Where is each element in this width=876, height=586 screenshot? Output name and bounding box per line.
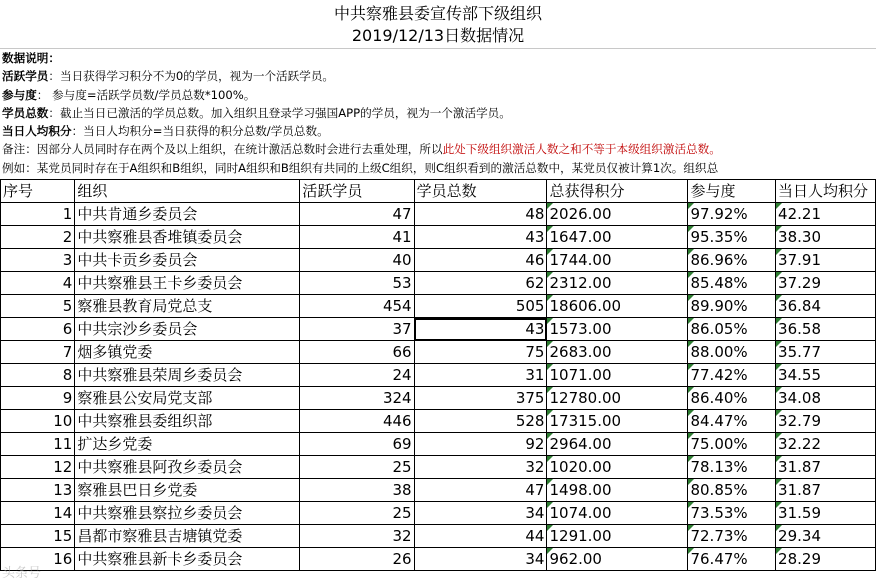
data-table — [0, 179, 876, 571]
cell-active-members[interactable]: 446 — [300, 410, 414, 433]
cell-total-members[interactable]: 32 — [414, 456, 547, 479]
cell-participation[interactable]: 75.00% — [688, 433, 776, 456]
cell-organization[interactable]: 昌都市察雅县吉塘镇党委 — [75, 525, 300, 548]
header-active-members[interactable]: 活跃学员 — [300, 180, 414, 203]
notes-heading: 数据说明： — [2, 51, 60, 65]
note-total: 学员总数：截止当日已激活的学员总数。加入组织且登录学习强国APP的学员，视为一个激活学员。 — [2, 105, 511, 120]
cell-daily-average[interactable]: 38.30 — [776, 226, 876, 249]
table-row — [1, 295, 876, 318]
cell-total-members[interactable]: 92 — [414, 433, 547, 456]
cell-total-members[interactable]: 48 — [414, 203, 547, 226]
cell-total-points[interactable]: 2683.00 — [547, 341, 688, 364]
cell-total-points[interactable]: 1647.00 — [547, 226, 688, 249]
cell-total-points[interactable]: 1744.00 — [547, 249, 688, 272]
cell-index[interactable]: 11 — [1, 433, 75, 456]
cell-index[interactable]: 15 — [1, 525, 75, 548]
table-row — [1, 318, 876, 341]
note-participation: 参与度： 参与度=活跃学员数/学员总数*100%。 — [2, 87, 256, 102]
cell-participation[interactable]: 77.42% — [688, 364, 776, 387]
header-total-members[interactable]: 学员总数 — [414, 180, 547, 203]
cell-participation[interactable]: 86.40% — [688, 387, 776, 410]
cell-total-points[interactable]: 2026.00 — [547, 203, 688, 226]
cell-total-points[interactable]: 1020.00 — [547, 456, 688, 479]
cell-daily-average[interactable]: 32.22 — [776, 433, 876, 456]
cell-daily-average[interactable]: 31.59 — [776, 502, 876, 525]
header-organization[interactable]: 组织 — [75, 180, 300, 203]
cell-organization[interactable]: 烟多镇党委 — [75, 341, 300, 364]
cell-total-members[interactable]: 43 — [414, 226, 547, 249]
cell-organization[interactable]: 中共察雅县香堆镇委员会 — [75, 226, 300, 249]
watermark: 头条号 — [2, 566, 42, 581]
cell-index[interactable]: 8 — [1, 364, 75, 387]
cell-participation[interactable]: 86.96% — [688, 249, 776, 272]
cell-daily-average[interactable]: 31.87 — [776, 456, 876, 479]
cell-index[interactable]: 14 — [1, 502, 75, 525]
cell-total-points[interactable]: 12780.00 — [547, 387, 688, 410]
cell-participation[interactable]: 88.00% — [688, 341, 776, 364]
table-row — [1, 203, 876, 226]
cell-index[interactable]: 4 — [1, 272, 75, 295]
cell-organization[interactable]: 察雅县巴日乡党委 — [75, 479, 300, 502]
cell-participation[interactable]: 89.90% — [688, 295, 776, 318]
table-row — [1, 226, 876, 249]
table-row — [1, 525, 876, 548]
cell-daily-average[interactable]: 37.29 — [776, 272, 876, 295]
cell-daily-average[interactable]: 31.87 — [776, 479, 876, 502]
cell-index[interactable]: 13 — [1, 479, 75, 502]
cell-active-members[interactable]: 24 — [300, 364, 414, 387]
cell-participation[interactable]: 80.85% — [688, 479, 776, 502]
note-active: 活跃学员：当日获得学习积分不为0的学员，视为一个活跃学员。 — [2, 69, 335, 84]
cell-participation[interactable]: 86.05% — [688, 318, 776, 341]
cell-organization[interactable]: 中共察雅县新卡乡委员会 — [75, 548, 300, 571]
note-remark: 备注：因部分人员同时存在两个及以上组织，在统计激活总数时会进行去重处理，所以此处下级组织激活人数之和不等于本级组织激活总数。 — [2, 142, 721, 157]
cell-active-members[interactable]: 324 — [300, 387, 414, 410]
cell-daily-average[interactable]: 36.84 — [776, 295, 876, 318]
cell-daily-average[interactable]: 35.77 — [776, 341, 876, 364]
cell-active-members[interactable]: 66 — [300, 341, 414, 364]
cell-participation[interactable]: 76.47% — [688, 548, 776, 571]
cell-total-members[interactable]: 43 — [414, 318, 547, 341]
cell-index[interactable]: 7 — [1, 341, 75, 364]
table-row — [1, 433, 876, 456]
cell-index[interactable]: 9 — [1, 387, 75, 410]
cell-total-members[interactable]: 46 — [414, 249, 547, 272]
table-row — [1, 341, 876, 364]
cell-active-members[interactable]: 25 — [300, 456, 414, 479]
cell-index[interactable]: 3 — [1, 249, 75, 272]
cell-total-points[interactable]: 1573.00 — [547, 318, 688, 341]
cell-total-points[interactable]: 1071.00 — [547, 364, 688, 387]
table-row — [1, 410, 876, 433]
cell-organization[interactable]: 中共卡贡乡委员会 — [75, 249, 300, 272]
cell-total-members[interactable]: 375 — [414, 387, 547, 410]
cell-daily-average[interactable]: 29.34 — [776, 525, 876, 548]
table-row — [1, 272, 876, 295]
header-total-points[interactable]: 总获得积分 — [547, 180, 688, 203]
cell-participation[interactable]: 72.73% — [688, 525, 776, 548]
header-index[interactable]: 序号 — [1, 180, 75, 203]
cell-daily-average[interactable]: 34.55 — [776, 364, 876, 387]
cell-organization[interactable]: 中共察雅县察拉乡委员会 — [75, 502, 300, 525]
cell-organization[interactable]: 察雅县教育局党总支 — [75, 295, 300, 318]
table-header-row — [1, 180, 876, 203]
cell-active-members[interactable]: 37 — [300, 318, 414, 341]
cell-total-members[interactable]: 44 — [414, 525, 547, 548]
cell-daily-average[interactable]: 37.91 — [776, 249, 876, 272]
cell-index[interactable]: 1 — [1, 203, 75, 226]
cell-index[interactable]: 5 — [1, 295, 75, 318]
cell-active-members[interactable]: 69 — [300, 433, 414, 456]
table-row — [1, 249, 876, 272]
cell-participation[interactable]: 95.35% — [688, 226, 776, 249]
cell-total-points[interactable]: 2312.00 — [547, 272, 688, 295]
cell-organization[interactable]: 扩达乡党委 — [75, 433, 300, 456]
cell-index[interactable]: 12 — [1, 456, 75, 479]
cell-active-members[interactable]: 40 — [300, 249, 414, 272]
cell-participation[interactable]: 73.53% — [688, 502, 776, 525]
cell-participation[interactable]: 84.47% — [688, 410, 776, 433]
cell-participation[interactable]: 97.92% — [688, 203, 776, 226]
cell-total-points[interactable]: 1074.00 — [547, 502, 688, 525]
table-row — [1, 387, 876, 410]
table-row — [1, 548, 876, 571]
cell-organization[interactable]: 中共察雅县阿孜乡委员会 — [75, 456, 300, 479]
cell-active-members[interactable]: 47 — [300, 203, 414, 226]
cell-index[interactable]: 10 — [1, 410, 75, 433]
cell-active-members[interactable]: 25 — [300, 502, 414, 525]
cell-daily-average[interactable]: 28.29 — [776, 548, 876, 571]
cell-active-members[interactable]: 26 — [300, 548, 414, 571]
cell-total-members[interactable]: 31 — [414, 364, 547, 387]
cell-daily-average[interactable]: 32.79 — [776, 410, 876, 433]
cell-active-members[interactable]: 38 — [300, 479, 414, 502]
cell-active-members[interactable]: 454 — [300, 295, 414, 318]
cell-organization[interactable]: 中共察雅县荣周乡委员会 — [75, 364, 300, 387]
cell-index[interactable]: 2 — [1, 226, 75, 249]
cell-participation[interactable]: 85.48% — [688, 272, 776, 295]
cell-total-points[interactable]: 1498.00 — [547, 479, 688, 502]
cell-active-members[interactable]: 41 — [300, 226, 414, 249]
note-average: 当日人均积分：当日人均积分=当日获得的积分总数/学员总数。 — [2, 124, 329, 139]
cell-daily-average[interactable]: 34.08 — [776, 387, 876, 410]
cell-daily-average[interactable]: 36.58 — [776, 318, 876, 341]
data-notes — [2, 49, 876, 177]
header-participation[interactable]: 参与度 — [688, 180, 776, 203]
cell-organization[interactable]: 中共察雅县委组织部 — [75, 410, 300, 433]
cell-total-members[interactable]: 47 — [414, 479, 547, 502]
header-daily-average[interactable]: 当日人均积分 — [776, 180, 876, 203]
cell-organization[interactable]: 中共肯通乡委员会 — [75, 203, 300, 226]
table-row — [1, 479, 876, 502]
table-row — [1, 456, 876, 479]
cell-total-points[interactable]: 18606.00 — [547, 295, 688, 318]
cell-active-members[interactable]: 32 — [300, 525, 414, 548]
sheet-date: 2019/12/13日数据情况 — [351, 26, 525, 45]
cell-total-members[interactable]: 34 — [414, 548, 547, 571]
sheet-title: 中共察雅县委宣传部下级组织 — [333, 4, 542, 23]
cell-active-members[interactable]: 53 — [300, 272, 414, 295]
cell-organization[interactable]: 察雅县公安局党支部 — [75, 387, 300, 410]
cell-index[interactable]: 6 — [1, 318, 75, 341]
cell-total-points[interactable]: 1291.00 — [547, 525, 688, 548]
cell-total-members[interactable]: 528 — [414, 410, 547, 433]
cell-total-members[interactable]: 34 — [414, 502, 547, 525]
cell-organization[interactable]: 中共宗沙乡委员会 — [75, 318, 300, 341]
cell-total-members[interactable]: 75 — [414, 341, 547, 364]
cell-total-points[interactable]: 962.00 — [547, 548, 688, 571]
cell-daily-average[interactable]: 42.21 — [776, 203, 876, 226]
cell-total-points[interactable]: 2964.00 — [547, 433, 688, 456]
table-row — [1, 502, 876, 525]
table-row — [1, 364, 876, 387]
cell-total-members[interactable]: 505 — [414, 295, 547, 318]
cell-participation[interactable]: 78.13% — [688, 456, 776, 479]
cell-organization[interactable]: 中共察雅县王卡乡委员会 — [75, 272, 300, 295]
note-example: 例如：某党员同时存在于A组织和B组织，同时A组织和B组织有共同的上级C组织，则C组织看到的激活总数中，某党员仅被计算1次。组织总 — [2, 160, 719, 175]
cell-index[interactable]: 16 — [1, 548, 75, 571]
cell-total-members[interactable]: 62 — [414, 272, 547, 295]
cell-total-points[interactable]: 17315.00 — [547, 410, 688, 433]
